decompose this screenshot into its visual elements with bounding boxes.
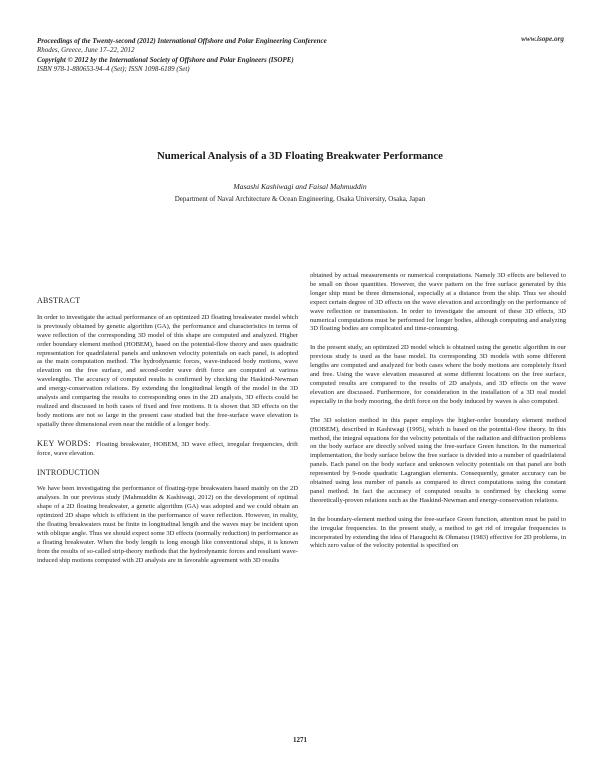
website-link[interactable]: www.isope.org: [521, 35, 564, 43]
paper-title: Numerical Analysis of a 3D Floating Breakwater Performance: [157, 150, 443, 162]
right-paragraph-2: In the present study, an optimized 2D model which is obtained using the genetic algorithm in our previous study is used as the base model. Its corresponding 3D models with some different lengths are computed and analyzed for both cases where the body motions are completely fixed and free. Using the wave elevation measured at some different locations on the free surface, computed results are compared to the results of 2D analysis, and 3D effects on the wave elevation are discussed. Furthermore, for consideration in the installation of a 3D real model especially in the body mooring, the drift force on the body induced by waves is also computed.: [310, 344, 566, 405]
right-paragraph-4: In the boundary-element method using the free-surface Green function, attention must be paid to the irregular frequencies. In the present study, a method to get rid of irregular frequencies is incorporated by extending the idea of Haraguchi & Ohmatsu (1983) effective for 2D problems, in which zero value of the velocity potential is specified on: [310, 515, 566, 550]
header-line-2: Rhodes, Greece, June 17–22, 2012: [37, 46, 135, 55]
header-line-4: ISBN 978-1-880653-94–4 (Set); ISSN 1098-6189 (Set): [37, 64, 190, 73]
introduction-heading: INTRODUCTION: [37, 467, 100, 477]
header-line-3: Copyright © 2012 by the International Society of Offshore and Polar Engineers (ISOPE): [37, 55, 294, 64]
right-column: [310, 272, 566, 561]
page-number: 1271: [293, 736, 307, 744]
proceedings-header: [37, 37, 327, 74]
keywords: [37, 440, 298, 459]
keywords-text: Floating breakwater, HOBEM, 3D wave effect, irregular frequencies, drift force, wave elevation.: [37, 440, 298, 457]
paper-affiliation: Department of Naval Architecture & Ocean Engineering, Osaka University, Osaka, Japan: [174, 195, 426, 203]
abstract-text: In order to investigate the actual performance of an optimized 2D floating breakwater model which is previously obtained by genetic algorithm (GA), the performance and characteristics in terms of wave reflection of the corresponding 3D model of this shape are computed and analyzed. Higher order boundary element method (HOBEM), based on the potential-flow theory and uses quadratic representation for quadrilateral panels and unknown velocity potentials on each panel, is adopted as the main computation method. The hydrodynamic forces, wave-induced body motions, wave elevation on the free surface, and second-order wave drift force are computed at various wavelengths. The accuracy of computed results is confirmed by checking the Haskind-Newman and energy-conservation relations. By extending the longitudinal length of the model in the 3D analysis and comparing the results to corresponding ones in the 2D analysis, 3D effects could be realized and discussed in both cases of fixed and free motions. It is shown that 3D effects on the body motions are not so large in the present case studied but the free-surface wave elevation is spatially three dimensional even near the middle of a longer body.: [37, 313, 298, 428]
right-paragraph-1: obtained by actual measurements or numerical computations. Namely 3D effects are believed to be small on those quantities. However, the wave pattern on the free surface generated by this longer ship must be three dimensional, especially at a distance from the ship. Thus we should expect certain degree of 3D effects on the wave elevation and accordingly on the performance of wave reflection or transmission. In order to investigate the amount of these 3D effects, 3D numerical computations must be performed for longer bodies, although computing and analyzing 3D floating bodies are complicated and time-consuming.: [310, 272, 566, 333]
keywords-label: KEY WORDS:: [37, 438, 92, 448]
abstract-heading: ABSTRACT: [37, 296, 81, 305]
right-paragraph-3: The 3D solution method in this paper employs the higher-order boundary element method (HOBEM), described in Kashiwagi (1995), which is based on the potential-flow theory. In this method, the integral equations for the velocity potentials of the radiation and diffraction problems on the body surface are directly solved using the free-surface Green function. In the numerical implementation, the body surface below the free surface is divided into a number of quadrilateral panels. Each panel on the body surface and unknown velocity potentials on that panel are both represented by 9-node quadratic Lagrangian elements. Consequently, greater accuracy can be obtained using less number of panels as compared to direct computations using the constant panel method. In fact the accuracy of computed results is confirmed by checking some theoretically-proven relations such as the Haskind-Newman and energy-conservation relations.: [310, 416, 566, 504]
paper-authors: Masashi Kashiwagi and Faisal Mahmuddin: [233, 182, 367, 191]
header-line-1: Proceedings of the Twenty-second (2012) International Offshore and Polar Engineering Conference: [37, 37, 327, 45]
left-column: [37, 297, 298, 576]
introduction-paragraph: We have been investigating the performance of floating-type breakwaters based mainly on the 2D analyses. In our previous study (Mahmuddin & Kashiwagi, 2012) on the development of optimal shape of a 2D floating breakwater, a genetic algorithm (GA) was adopted and we could obtain an optimized 2D shape which is efficient in the performance of wave reflection. However, in reality, the floating breakwaters must be finite in longitudinal length and the waves may be incident upon with oblique angle. Thus we should expect some 3D effects (normally reduction) in performance as a floating breakwater. When the body length is long enough like conventional ships, it is known from the results of so-called strip-theory methods that the hydrodynamic forces and resultant wave-induced ship motions computed with 2D analysis are in favorable agreement with 3D results: [37, 485, 298, 564]
